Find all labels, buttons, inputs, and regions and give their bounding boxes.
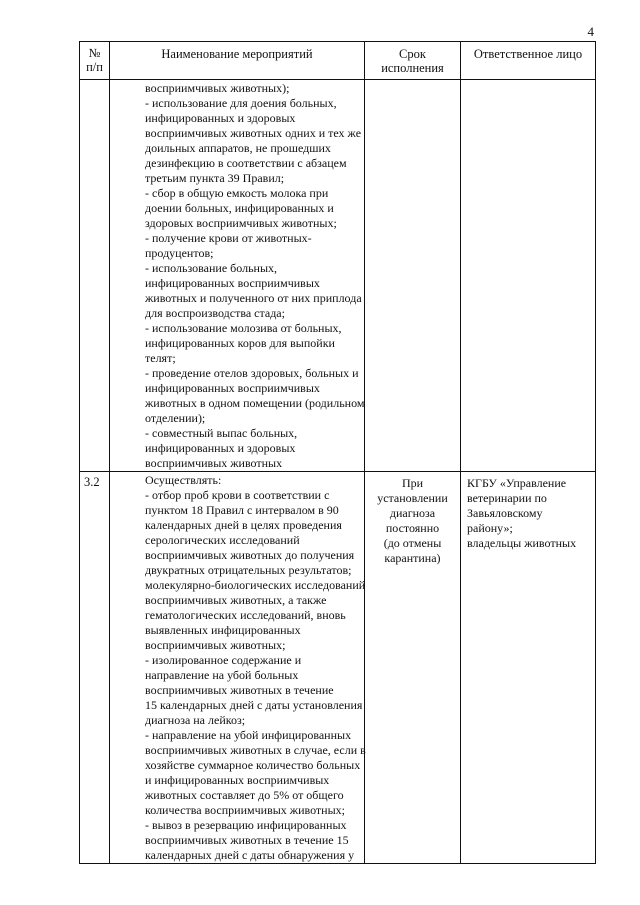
responsible-cell: [461, 472, 596, 864]
text-line: дезинфекцию в соответствии с абзацем: [145, 156, 347, 170]
text-line: - проведение отелов здоровых, больных и: [145, 366, 359, 380]
text-line: инфицированных коров для выпойки: [145, 336, 335, 350]
text-line: гематологических исследований, вновь: [145, 608, 346, 622]
text-line: - направление на убой инфицированных: [145, 728, 352, 742]
text-line: третьим пункта 39 Правил;: [145, 171, 285, 185]
page-number: 4: [587, 24, 594, 39]
text-line: - использование молозива от больных,: [145, 321, 342, 335]
row-number: [80, 80, 110, 472]
text-line: владельцы животных: [467, 536, 577, 550]
text-line: КГБУ «Управление: [467, 476, 567, 490]
term-cell: [365, 80, 461, 472]
text-line: серологических исследований: [145, 533, 300, 547]
text-line: восприимчивых животных в случае, если в: [145, 743, 366, 757]
header-name: Наименование мероприятий: [110, 42, 365, 80]
text-line: - изолированное содержание и: [145, 653, 302, 667]
text-line: - отбор проб крови в соответствии с: [145, 488, 330, 502]
text-line: для воспроизводства стада;: [145, 306, 285, 320]
text-line: восприимчивых животных одних и тех же: [145, 126, 362, 140]
header-row: [80, 42, 596, 80]
text-line: молекулярно-биологических исследований: [145, 578, 366, 592]
text-line: Завьяловскому: [467, 506, 543, 520]
text-line: диагноза: [389, 506, 436, 520]
responsible-cell: [461, 80, 596, 472]
text-line: количества восприимчивых животных;: [145, 803, 345, 817]
text-line: двукратных отрицательных результатов;: [145, 563, 352, 577]
header-term: Срок исполнения: [365, 42, 461, 80]
text-line: карантина): [384, 551, 441, 565]
text-line: инфицированных восприимчивых: [145, 276, 320, 290]
measures-text: [110, 80, 365, 472]
text-line: выявленных инфицированных: [145, 623, 301, 637]
text-line: - вывоз в резервацию инфицированных: [145, 818, 347, 832]
text-line: восприимчивых животных;: [145, 638, 286, 652]
text-line: району»;: [467, 521, 513, 535]
text-line: - использование для доения больных,: [145, 96, 337, 110]
text-line: доильных аппаратов, не прошедших: [145, 141, 331, 155]
text-line: восприимчивых животных);: [145, 81, 290, 95]
text-line: восприимчивых животных в течение: [145, 683, 334, 697]
text-line: инфицированных восприимчивых: [145, 381, 320, 395]
table-row: [80, 80, 596, 472]
text-line: - совместный выпас больных,: [145, 426, 298, 440]
text-line: пунктом 18 Правил с интервалом в 90: [145, 503, 339, 517]
header-num: № п/п: [80, 42, 110, 80]
text-line: установлении: [377, 491, 448, 505]
table-row: [80, 472, 596, 864]
text-line: календарных дней в целях проведения: [145, 518, 342, 532]
text-line: - получение крови от животных-: [145, 231, 312, 245]
text-line: восприимчивых животных: [145, 456, 283, 470]
text-line: (до отмены: [383, 536, 442, 550]
text-line: животных в одном помещении (родильном: [145, 396, 365, 410]
text-line: календарных дней с даты обнаружения у: [145, 848, 355, 862]
text-line: диагноза на лейкоз;: [145, 713, 246, 727]
text-line: - сбор в общую емкость молока при: [145, 186, 329, 200]
text-line: восприимчивых животных до получения: [145, 548, 355, 562]
term-cell: [365, 472, 461, 864]
text-line: инфицированных и здоровых: [145, 441, 296, 455]
text-line: отделении);: [145, 411, 206, 425]
text-line: При: [401, 476, 424, 490]
measures-text: [110, 472, 365, 864]
text-line: животных составляет до 5% от общего: [145, 788, 344, 802]
text-line: инфицированных и здоровых: [145, 111, 296, 125]
text-line: продуцентов;: [145, 246, 214, 260]
header-responsible: Ответственное лицо: [461, 42, 596, 80]
text-line: Осуществлять:: [145, 473, 222, 487]
text-line: 15 календарных дней с даты установления: [145, 698, 363, 712]
text-line: и инфицированных восприимчивых: [145, 773, 330, 787]
text-line: восприимчивых животных в течение 15: [145, 833, 349, 847]
text-line: - использование больных,: [145, 261, 278, 275]
text-line: хозяйстве суммарное количество больных: [145, 758, 361, 772]
text-line: восприимчивых животных, а также: [145, 593, 327, 607]
text-line: направление на убой больных: [145, 668, 299, 682]
text-line: постоянно: [385, 521, 440, 535]
row-number: 3.2: [80, 472, 110, 864]
text-line: ветеринарии по: [467, 491, 547, 505]
text-line: животных и полученного от них приплода: [145, 291, 362, 305]
text-line: доении больных, инфицированных и: [145, 201, 334, 215]
measures-table: [79, 41, 596, 864]
text-line: телят;: [145, 351, 176, 365]
text-line: здоровых восприимчивых животных;: [145, 216, 337, 230]
